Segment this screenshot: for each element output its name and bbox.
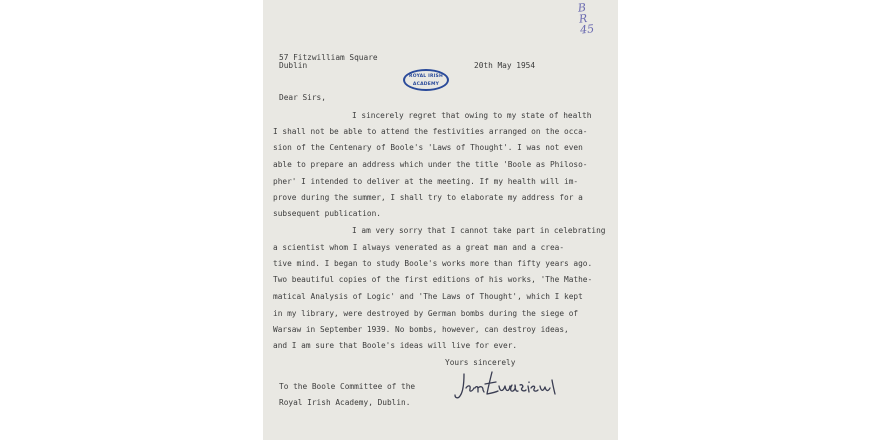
- stamp-top-text: ROYAL IRISH: [409, 74, 443, 79]
- body-line: sion of the Centenary of Boole's 'Laws of Thought'. I was not even: [273, 143, 583, 152]
- letter-date: 20th May 1954: [474, 61, 536, 70]
- academy-stamp: [403, 69, 449, 91]
- body-line: Warsaw in September 1939. No bombs, however, can destroy ideas,: [273, 325, 569, 334]
- body-line: in my library, were destroyed by German bombs during the siege of: [273, 309, 579, 318]
- body-line: Two beautiful copies of the first editions of his works, 'The Mathe-: [273, 275, 593, 284]
- body-line: subsequent publication.: [273, 209, 381, 218]
- body-line: prove during the summer, I shall try to elaborate my address for a: [273, 193, 583, 202]
- stamp-bottom-text: ACADEMY: [412, 82, 440, 87]
- body-line: a scientist whom I always venerated as a great man and a crea-: [273, 243, 565, 252]
- closing: Yours sincerely: [445, 358, 516, 367]
- body-line: I sincerely regret that owing to my state of health: [352, 111, 592, 120]
- body-line: matical Analysis of Logic' and 'The Laws of Thought', which I kept: [273, 292, 583, 301]
- sender-address-line1: 57 Fitzwilliam Square: [279, 53, 378, 62]
- recipient-line2: Royal Irish Academy, Dublin.: [279, 398, 411, 407]
- archive-mark-text: B R 45: [577, 0, 595, 37]
- body-line: I am very sorry that I cannot take part in celebrating: [352, 226, 606, 235]
- salutation: Dear Sirs,: [279, 93, 326, 102]
- recipient-line1: To the Boole Committee of the: [279, 382, 416, 391]
- handwritten-signature: [452, 368, 558, 402]
- body-line: and I am sure that Boole's ideas will live for ever.: [273, 341, 518, 350]
- body-line: I shall not be able to attend the festivities arranged on the occa-: [273, 127, 588, 136]
- body-line: pher' I intended to deliver at the meeting. If my health will im-: [273, 177, 579, 186]
- sender-address-line2: Dublin: [279, 61, 308, 70]
- body-line: tive mind. I began to study Boole's works more than fifty years ago.: [273, 259, 593, 268]
- body-line: able to prepare an address which under the title 'Boole as Philoso-: [273, 160, 588, 169]
